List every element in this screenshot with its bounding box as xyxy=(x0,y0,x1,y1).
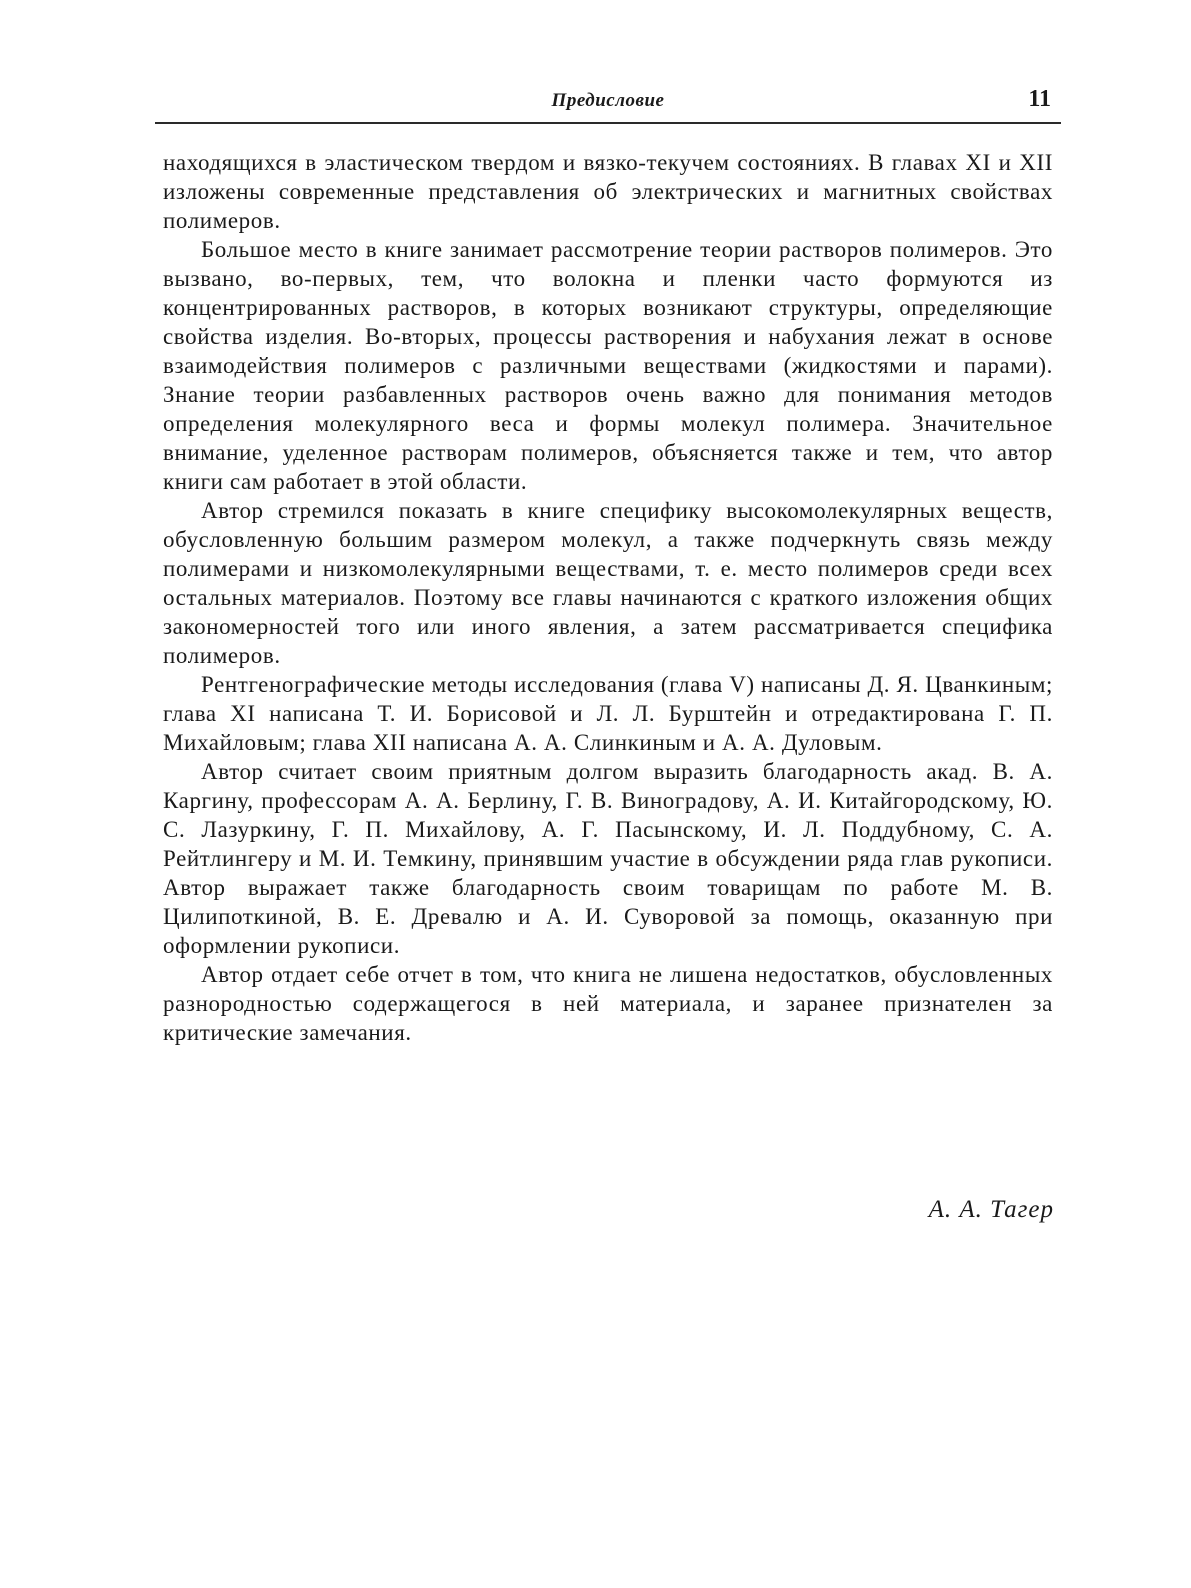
paragraph-closing: Автор отдает себе отчет в том, что книга не лишена недостатков, обусловленных разнородностью содержащегося в ней материала, и заранее признателен за критические замечания. xyxy=(163,962,1053,1045)
page-number: 11 xyxy=(1028,86,1051,112)
paragraph-book-aim: Автор стремился показать в книге специфику высокомолекулярных веществ, обусловленную большим размером молекул, а также подчеркнуть связь между полимерами и низкомолекулярными веществами, т. е. место полимеров среди всех остальных материалов. Поэтому все главы начинаются с краткого изложения общих закономерностей того или иного явления, а затем рассматривается специфика полимеров. xyxy=(163,498,1053,668)
paragraph-continuation: находящихся в эластическом твердом и вязко-текучем состояниях. В главах XI и XII изложены современные представления об электрических и магнитных свойствах полимеров. xyxy=(163,150,1053,233)
page-header xyxy=(155,86,1061,126)
paragraph-solutions-theory: Большое место в книге занимает рассмотрение теории растворов полимеров. Это вызвано, во-первых, тем, что волокна и пленки часто формуются из концентрированных растворов, в которых возникают структуры, определяющие свойства изделия. Во-вторых, процессы растворения и набухания лежат в основе взаимодействия полимеров с различными веществами (жидкостями и парами). Знание теории разбавленных растворов очень важно для понимания методов определения молекулярного веса и формы молекул полимера. Значительное внимание, уделенное растворам полимеров, объясняется также и тем, что автор книги сам работает в этой области. xyxy=(163,237,1053,494)
preface-body xyxy=(163,148,1053,1047)
running-title: Предисловие xyxy=(551,90,665,111)
paragraph-contributors: Рентгенографические методы исследования (глава V) написаны Д. Я. Цванкиным; глава XI написана Т. И. Борисовой и Л. Л. Бурштейн и отредактирована Г. П. Михайловым; глава XII написана А. А. Слинкиным и А. А. Дуловым. xyxy=(163,672,1053,755)
paragraph-acknowledgements: Автор считает своим приятным долгом выразить благодарность акад. В. А. Каргину, профессорам А. А. Берлину, Г. В. Виноградову, А. И. Китайгородскому, Ю. С. Лазуркину, Г. П. Михайлову, А. Г. Пасынскому, И. Л. Поддубному, С. А. Рейтлингеру и М. И. Темкину, принявшим участие в обсуждении ряда глав рукописи. Автор выражает также благодарность своим товарищам по работе М. В. Цилипоткиной, В. Е. Древалю и А. И. Суворовой за помощь, оказанную при оформлении рукописи. xyxy=(163,759,1053,958)
header-rule xyxy=(155,122,1061,124)
author-signature: А. А. Тагер xyxy=(928,1196,1054,1223)
